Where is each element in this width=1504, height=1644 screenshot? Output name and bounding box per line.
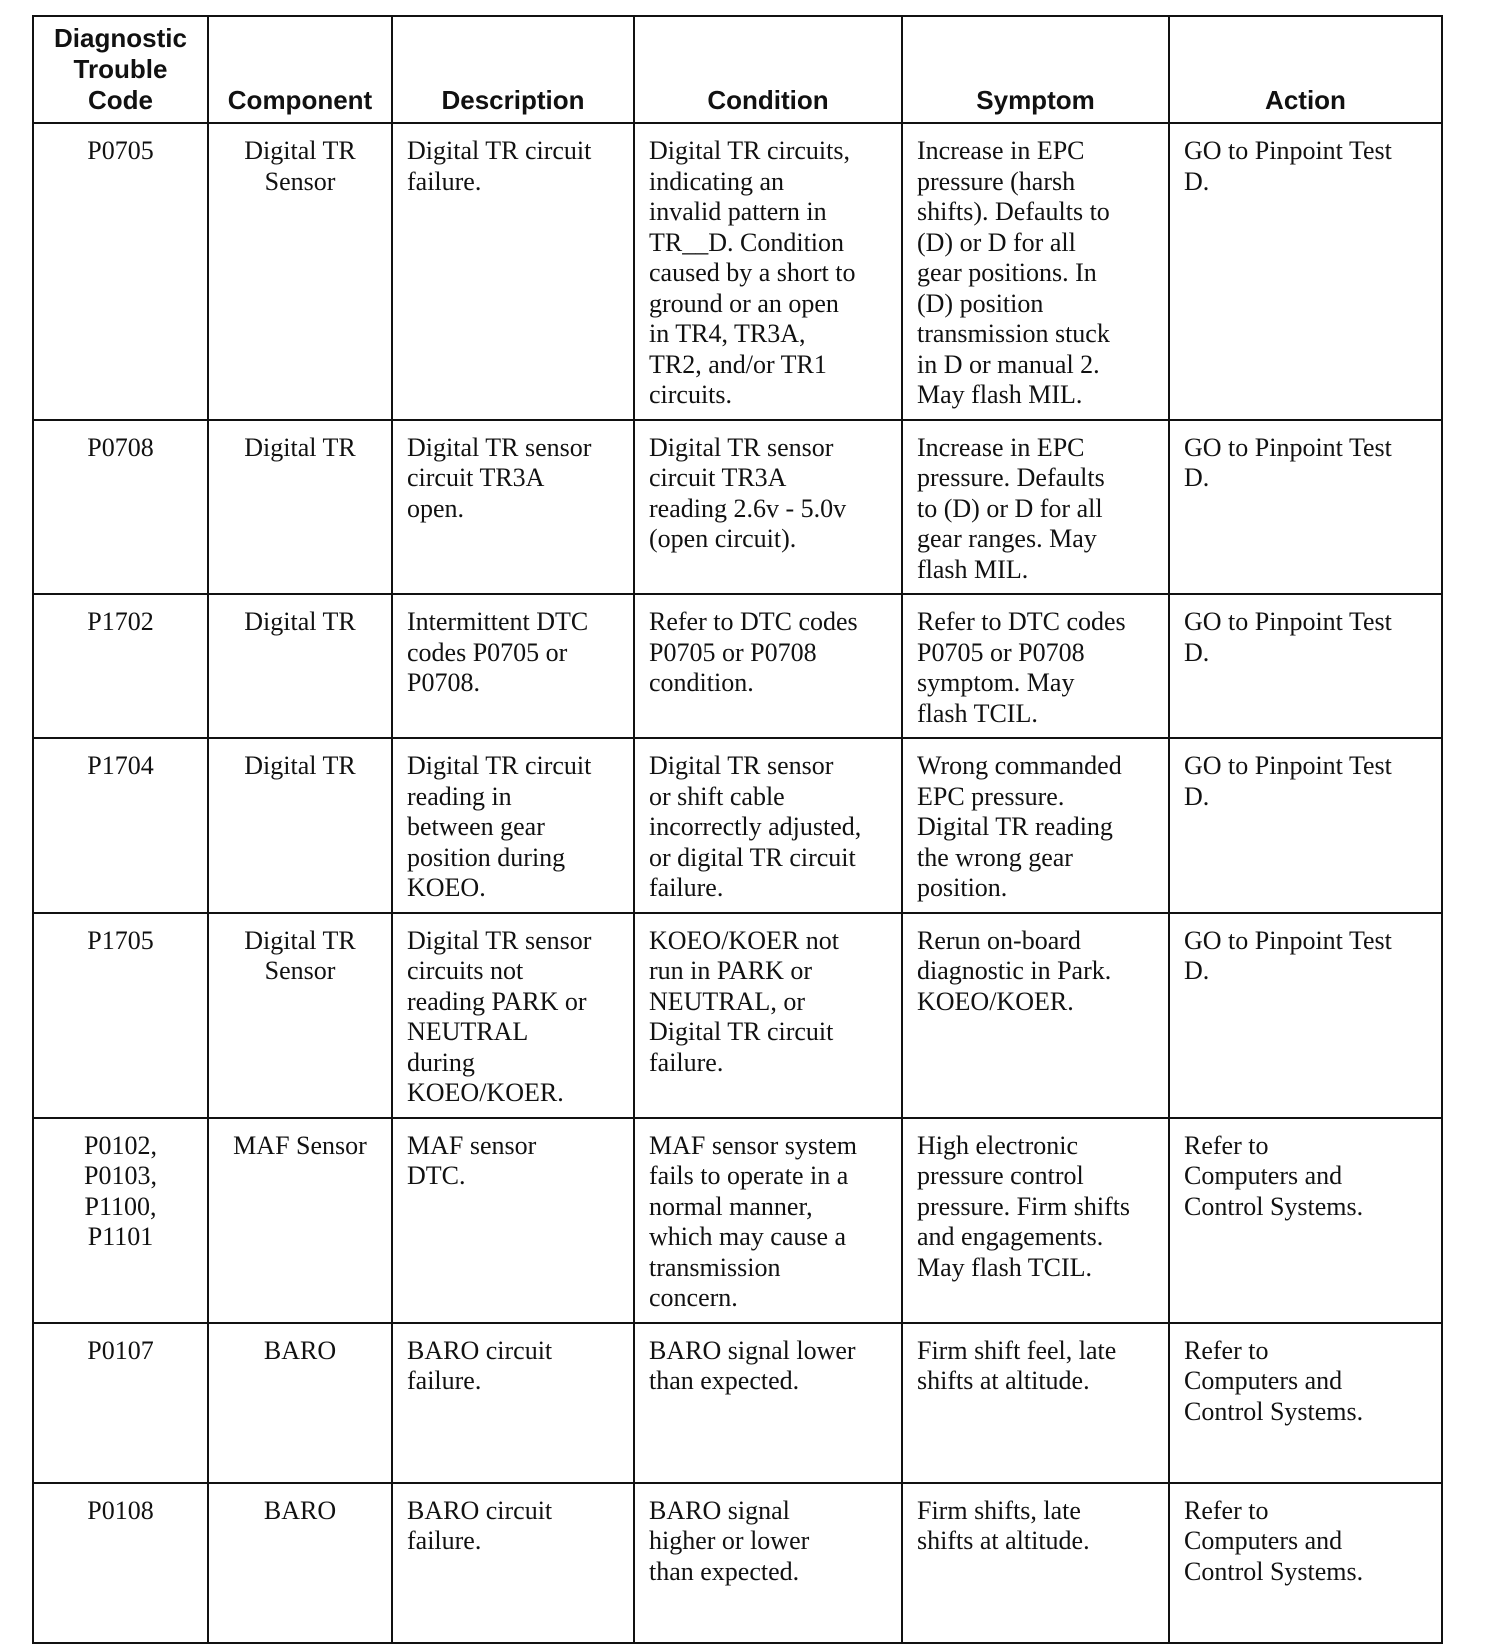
cell-action: GO to Pinpoint Test D.: [1169, 913, 1442, 1118]
cell-condition: Digital TR sensor circuit TR3A reading 2.6v - 5.0v (open circuit).: [634, 420, 902, 595]
cell-description: Digital TR sensor circuit TR3A open.: [392, 420, 634, 595]
cell-code: P0102, P0103, P1100, P1101: [33, 1118, 208, 1323]
cell-symptom: High electronic pressure control pressure. Firm shifts and engagements. May flash TCIL.: [902, 1118, 1169, 1323]
cell-condition: Refer to DTC codes P0705 or P0708 condition.: [634, 594, 902, 738]
cell-action: GO to Pinpoint Test D.: [1169, 420, 1442, 595]
cell-description: Intermittent DTC codes P0705 or P0708.: [392, 594, 634, 738]
header-code: Diagnostic Trouble Code: [33, 16, 208, 123]
header-description: Description: [392, 16, 634, 123]
cell-action: Refer to Computers and Control Systems.: [1169, 1483, 1442, 1643]
cell-symptom: Increase in EPC pressure (harsh shifts). Defaults to (D) or D for all gear positions. In (D) position transmission stuck in D or manual 2. May flash MIL.: [902, 123, 1169, 420]
header-component: Component: [208, 16, 392, 123]
header-action: Action: [1169, 16, 1442, 123]
cell-symptom: Refer to DTC codes P0705 or P0708 symptom. May flash TCIL.: [902, 594, 1169, 738]
cell-component: BARO: [208, 1483, 392, 1643]
cell-code: P1702: [33, 594, 208, 738]
table-row: [33, 594, 1442, 738]
cell-condition: Digital TR circuits, indicating an invalid pattern in TR__D. Condition caused by a short to ground or an open in TR4, TR3A, TR2, and/or TR1 circuits.: [634, 123, 902, 420]
cell-description: MAF sensor DTC.: [392, 1118, 634, 1323]
cell-code: P0705: [33, 123, 208, 420]
cell-component: Digital TR Sensor: [208, 123, 392, 420]
cell-code: P0708: [33, 420, 208, 595]
header-symptom: Symptom: [902, 16, 1169, 123]
cell-action: GO to Pinpoint Test D.: [1169, 594, 1442, 738]
cell-description: Digital TR sensor circuits not reading PARK or NEUTRAL during KOEO/KOER.: [392, 913, 634, 1118]
table-row: [33, 1323, 1442, 1483]
table-row: [33, 738, 1442, 913]
cell-condition: BARO signal lower than expected.: [634, 1323, 902, 1483]
cell-description: Digital TR circuit reading in between gear position during KOEO.: [392, 738, 634, 913]
cell-description: BARO circuit failure.: [392, 1323, 634, 1483]
cell-action: GO to Pinpoint Test D.: [1169, 738, 1442, 913]
dtc-table: [32, 15, 1443, 1644]
cell-component: Digital TR: [208, 594, 392, 738]
cell-action: Refer to Computers and Control Systems.: [1169, 1118, 1442, 1323]
cell-symptom: Wrong commanded EPC pressure. Digital TR reading the wrong gear position.: [902, 738, 1169, 913]
cell-symptom: Firm shifts, late shifts at altitude.: [902, 1483, 1169, 1643]
cell-description: Digital TR circuit failure.: [392, 123, 634, 420]
header-row: [33, 16, 1442, 123]
cell-description: BARO circuit failure.: [392, 1483, 634, 1643]
cell-component: MAF Sensor: [208, 1118, 392, 1323]
table-row: [33, 1118, 1442, 1323]
table-row: [33, 913, 1442, 1118]
table-row: [33, 420, 1442, 595]
cell-condition: MAF sensor system fails to operate in a normal manner, which may cause a transmission concern.: [634, 1118, 902, 1323]
cell-code: P1704: [33, 738, 208, 913]
cell-symptom: Increase in EPC pressure. Defaults to (D) or D for all gear ranges. May flash MIL.: [902, 420, 1169, 595]
cell-component: Digital TR: [208, 420, 392, 595]
table-row: [33, 1483, 1442, 1643]
cell-component: BARO: [208, 1323, 392, 1483]
cell-action: Refer to Computers and Control Systems.: [1169, 1323, 1442, 1483]
header-condition: Condition: [634, 16, 902, 123]
cell-action: GO to Pinpoint Test D.: [1169, 123, 1442, 420]
cell-symptom: Rerun on-board diagnostic in Park. KOEO/KOER.: [902, 913, 1169, 1118]
cell-code: P0107: [33, 1323, 208, 1483]
cell-component: Digital TR: [208, 738, 392, 913]
cell-condition: BARO signal higher or lower than expected.: [634, 1483, 902, 1643]
cell-code: P1705: [33, 913, 208, 1118]
cell-component: Digital TR Sensor: [208, 913, 392, 1118]
cell-condition: KOEO/KOER not run in PARK or NEUTRAL, or Digital TR circuit failure.: [634, 913, 902, 1118]
table-row: [33, 123, 1442, 420]
cell-code: P0108: [33, 1483, 208, 1643]
cell-symptom: Firm shift feel, late shifts at altitude.: [902, 1323, 1169, 1483]
cell-condition: Digital TR sensor or shift cable incorrectly adjusted, or digital TR circuit failure.: [634, 738, 902, 913]
